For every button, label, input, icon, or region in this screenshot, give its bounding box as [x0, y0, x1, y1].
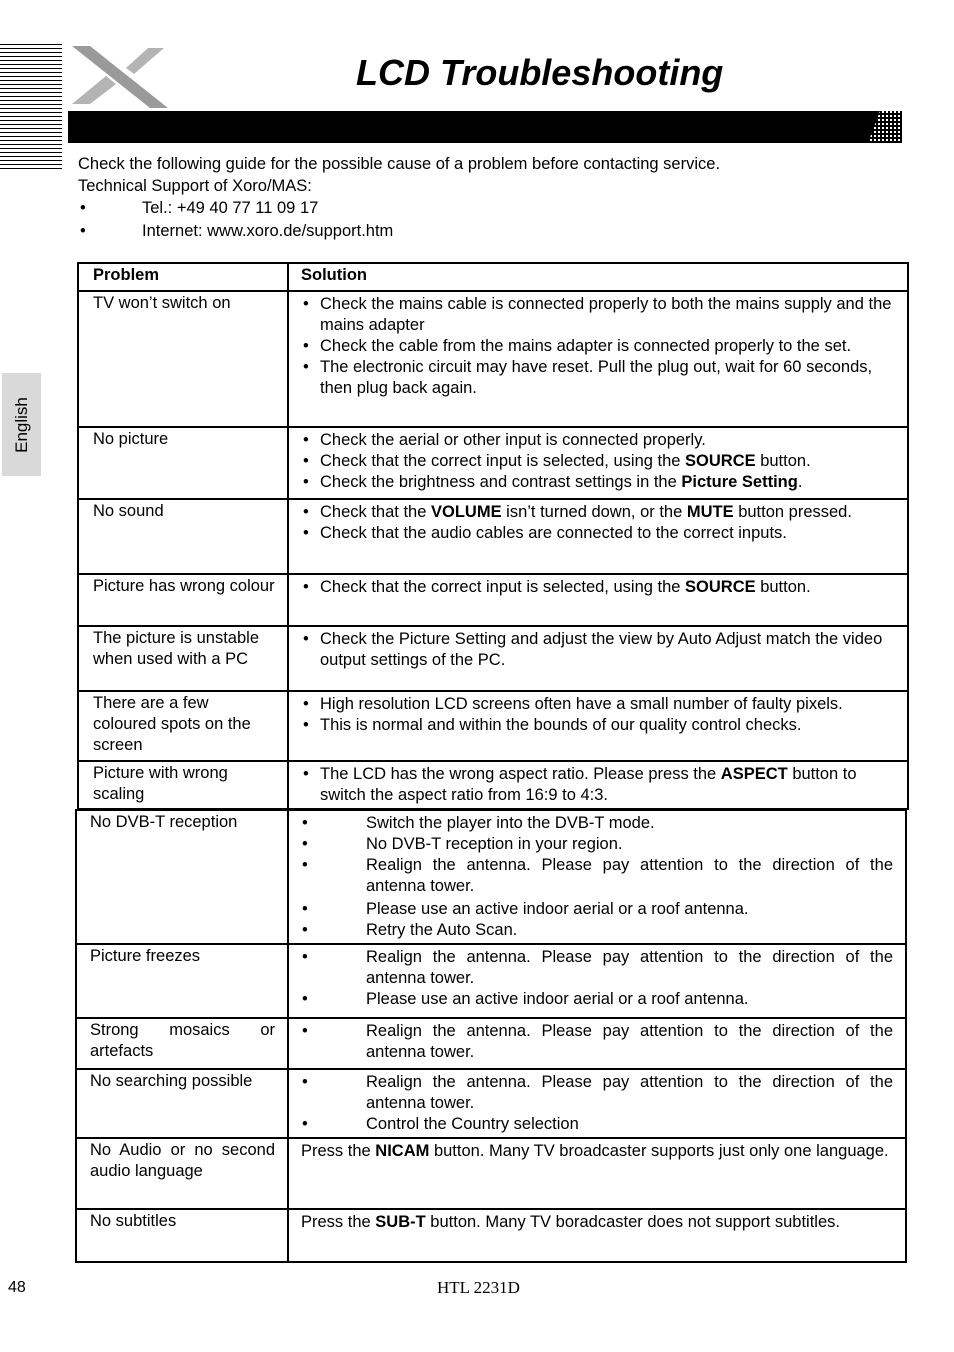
table-row [78, 291, 908, 427]
table-row [76, 1069, 906, 1138]
table-row [76, 944, 906, 1018]
problem-cell: TV won’t switch on [78, 291, 288, 427]
bullet: • [80, 221, 86, 240]
solution-item: • Check that the audio cables are connected to the correct inputs. [303, 524, 787, 542]
solution-cell [288, 574, 908, 626]
support-heading: Technical Support of Xoro/MAS: [78, 176, 312, 195]
solution-item: • Check that the correct input is selected, using the SOURCE button. [303, 452, 811, 470]
header-solution: Solution [288, 263, 908, 291]
problem-cell: Picture has wrong colour [78, 574, 288, 626]
header-stripes [0, 44, 62, 172]
solution-item: • Check the brightness and contrast settings in the Picture Setting. [303, 473, 803, 491]
solution-item: • Check that the VOLUME isn’t turned down, or the MUTE button pressed. [303, 503, 852, 521]
table-row [78, 574, 908, 626]
solution-cell: Press the SUB-T button. Many TV boradcaster does not support subtitles. [288, 1209, 906, 1262]
solution-cell [288, 810, 906, 944]
table-row [76, 1138, 906, 1209]
dvbt-troubleshooting-table [75, 809, 907, 1263]
solution-item: • Retry the Auto Scan. [302, 921, 518, 939]
solution-cell [288, 1069, 906, 1138]
header-problem: Problem [78, 263, 288, 291]
xoro-logo [68, 42, 172, 112]
solution-cell [288, 291, 908, 427]
title-bar [68, 111, 900, 143]
solution-item: • Please use an active indoor aerial or a roof antenna. [302, 900, 749, 918]
problem-cell: Picture freezes [76, 944, 288, 1018]
problem-cell: No Audio or no second audio language [76, 1138, 288, 1209]
language-label: English [11, 396, 31, 453]
problem-cell: The picture is unstable when used with a PC [78, 626, 288, 691]
problem-cell: No searching possible [76, 1069, 288, 1138]
solution-item: • Check that the correct input is selected, using the SOURCE button. [303, 578, 811, 596]
solution-item: • The electronic circuit may have reset. Pull the plug out, wait for 60 seconds, then plug back again. [303, 358, 873, 397]
table-header-row [78, 263, 908, 291]
solution-cell: Press the NICAM button. Many TV broadcaster supports just only one language. [288, 1138, 906, 1209]
table-row [78, 499, 908, 574]
table-row [76, 810, 906, 944]
table-row [78, 691, 908, 761]
problem-cell: Picture with wrong scaling [78, 761, 288, 809]
table-row [76, 1209, 906, 1262]
model-name: HTL 2231D [437, 1278, 520, 1297]
solution-item: • Check the aerial or other input is connected properly. [303, 431, 706, 449]
solution-cell [288, 427, 908, 499]
problem-cell: No sound [78, 499, 288, 574]
page-title: LCD Troubleshooting [356, 52, 724, 93]
problem-cell: No DVB-T reception [76, 810, 288, 944]
solution-item: • Please use an active indoor aerial or a roof antenna. [302, 990, 749, 1008]
problem-cell: No picture [78, 427, 288, 499]
intro-block [78, 154, 918, 242]
problem-cell: No subtitles [76, 1209, 288, 1262]
solution-item: • Check the cable from the mains adapter is connected properly to the set. [303, 337, 852, 355]
table-row [76, 1018, 906, 1069]
page-number: 48 [8, 1279, 26, 1296]
solution-item: • Control the Country selection [302, 1115, 579, 1133]
table-row [78, 626, 908, 691]
language-side-tab [2, 373, 41, 476]
solution-cell [288, 1018, 906, 1069]
solution-item: • Check the mains cable is connected properly to both the mains supply and the mains adapter [303, 295, 892, 334]
intro-line: Check the following guide for the possible cause of a problem before contacting service. [78, 155, 721, 173]
contact-internet: • Internet: www.xoro.de/support.htm [78, 221, 918, 243]
solution-item: • Realign the antenna. Please pay attention to the direction of the antenna tower. [302, 856, 893, 895]
solution-item: • This is normal and within the bounds of our quality control checks. [303, 716, 802, 734]
bullet: • [80, 199, 86, 217]
solution-cell [288, 499, 908, 574]
bar-hatch-decoration [862, 111, 902, 143]
solution-item: • Check the Picture Setting and adjust the view by Auto Adjust match the video output settings of the PC. [303, 630, 883, 669]
solution-item: • The LCD has the wrong aspect ratio. Please press the ASPECT button to switch the aspect ratio from 16:9 to 4:3. [303, 765, 857, 804]
solution-item: • Realign the antenna. Please pay attention to the direction of the antenna tower. [302, 948, 893, 987]
solution-cell [288, 944, 906, 1018]
problem-cell: Strong mosaics or artefacts [76, 1018, 288, 1069]
problem-cell: There are a few coloured spots on the screen [78, 691, 288, 761]
table-row [78, 427, 908, 499]
solution-cell [288, 691, 908, 761]
solution-item: • No DVB-T reception in your region. [302, 835, 623, 853]
table-row [78, 761, 908, 809]
solution-item: • Switch the player into the DVB-T mode. [302, 814, 655, 832]
solution-item: • Realign the antenna. Please pay attention to the direction of the antenna tower. [302, 1073, 893, 1112]
solution-cell [288, 626, 908, 691]
solution-item: • Realign the antenna. Please pay attention to the direction of the antenna tower. [302, 1022, 893, 1061]
solution-item: • High resolution LCD screens often have a small number of faulty pixels. [303, 695, 843, 713]
troubleshooting-table [77, 262, 909, 810]
contact-phone: • Tel.: +49 40 77 11 09 17 [78, 198, 918, 220]
solution-cell [288, 761, 908, 809]
